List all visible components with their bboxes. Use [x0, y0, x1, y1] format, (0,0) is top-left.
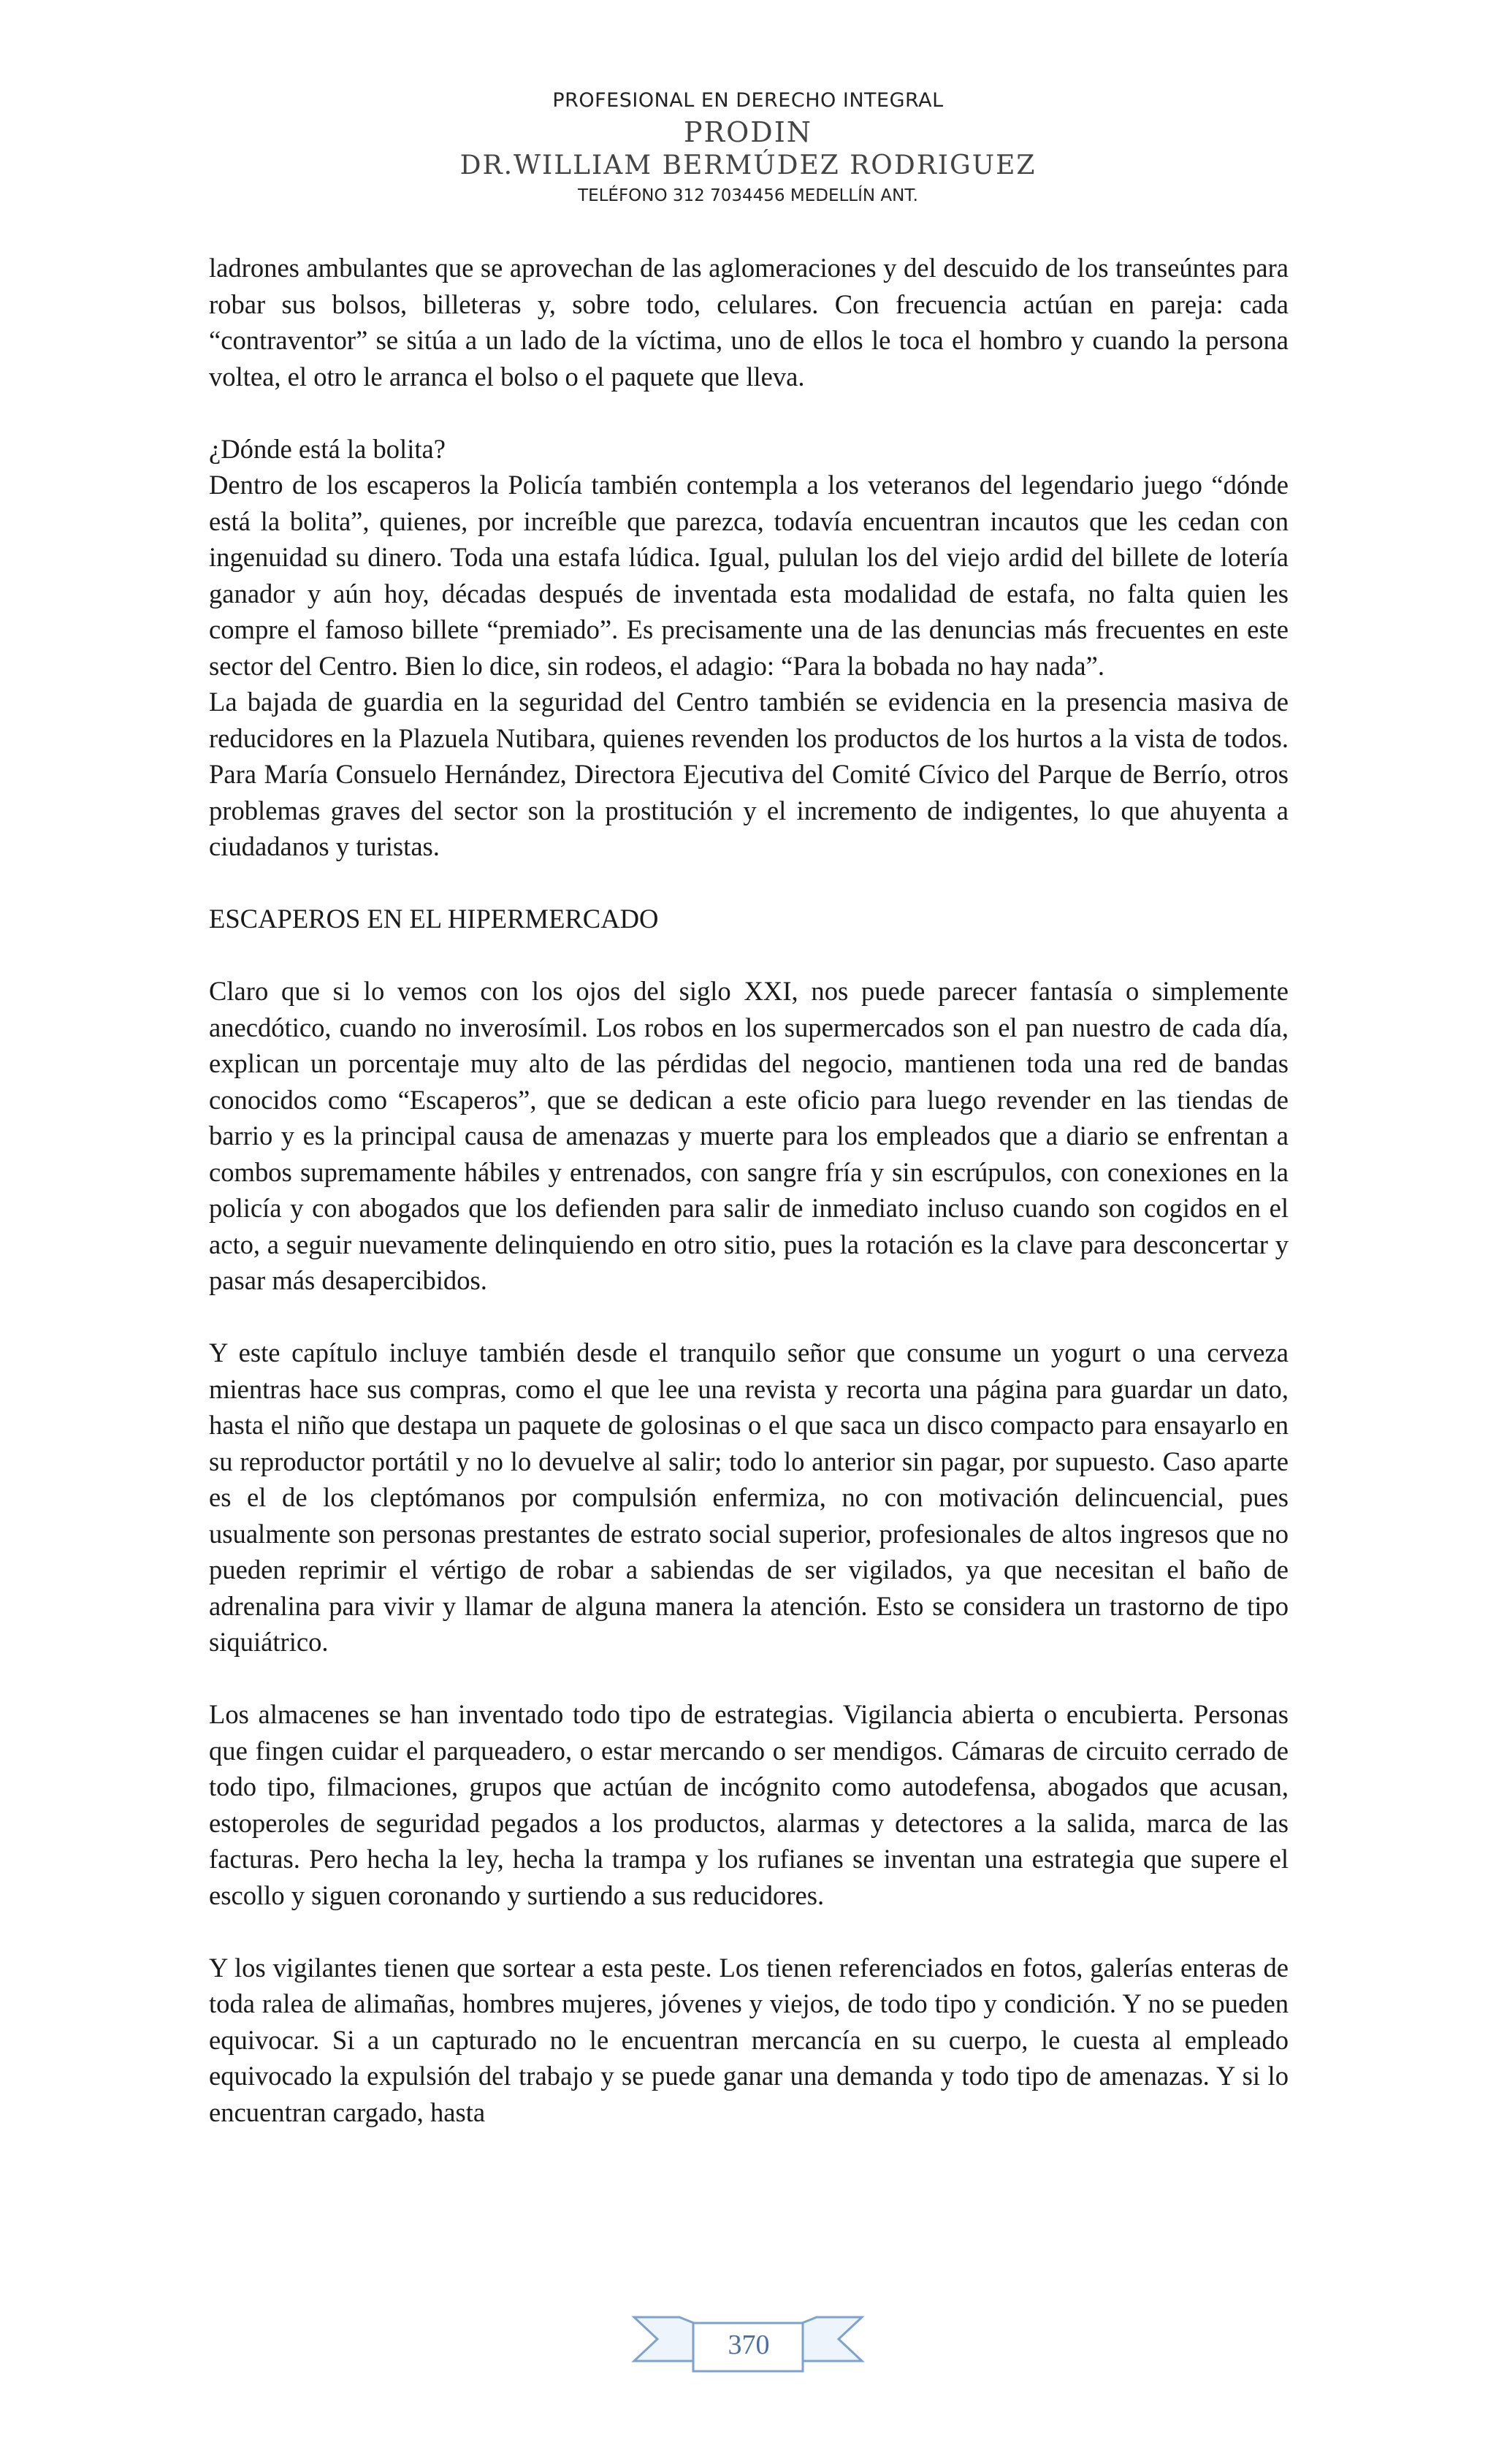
page-number: 370 [728, 2330, 770, 2360]
paragraph-hipermercado: Claro que si lo vemos con los ojos del siglo XXI, nos puede parecer fantasía o simplemente anecdótico, cuando no inverosímil. Los robos en los supermercados son el pan nuestro de cada día, explican un porcentaje muy alto de las pérdidas del negocio, mantienen toda una red de bandas conocidos como “Escaperos”, que se dedican a este oficio para luego revender en las tiendas de barrio y es la principal causa de amenazas y muerte para los empleados que a diario se enfrentan a combos supremamente hábiles y entrenados, con sangre fría y sin escrúpulos, con conexiones en la policía y con abogados que los defienden para salir de inmediato incluso cuando son cogidos en el acto, a seguir nuevamente delinquiendo en otro sitio, pues la rotación es la clave para desconcertar y pasar más desapercibidos. [209, 976, 1289, 1295]
letterhead-profession: PROFESIONAL EN DERECHO INTEGRAL [552, 89, 944, 112]
document-body [209, 250, 1289, 2130]
letterhead-name: DR.WILLIAM BERMÚDEZ RODRIGUEZ [459, 150, 1037, 180]
paragraph-continued: ladrones ambulantes que se aprovechan de las aglomeraciones y del descuido de los transeúntes para robar sus bolsos, billeteras y, sobre todo, celulares. Con frecuencia actúan en pareja: cada “contraventor” se sitúa a un lado de la víctima, uno de ellos le toca el hombro y cuando la persona voltea, el otro le arranca el bolso o el paquete que lleva. [209, 253, 1289, 392]
subheading-bolita: ¿Dónde está la bolita? [209, 433, 446, 464]
paragraph-spacer [209, 1299, 1289, 1335]
paragraph-spacer [209, 865, 1289, 901]
letterhead-phone: TELÉFONO 312 7034456 MEDELLÍN ANT. [578, 186, 918, 205]
letterhead [0, 86, 1496, 209]
paragraph-bolita: Dentro de los escaperos la Policía también contempla a los veteranos del legendario juego “dónde está la bolita”, quienes, por increíble que parezca, todavía encuentran incautos que les cedan con ingenuidad su dinero. Toda una estafa lúdica. Igual, pululan los del viejo ardid del billete de lotería ganador y aún hoy, décadas después de inventada esta modalidad de estafa, no falta quien les compre el famoso billete “premiado”. Es precisamente una de las denuncias más frecuentes en este sector del Centro. Bien lo dice, sin rodeos, el adagio: “Para la bobada no hay nada”. [209, 470, 1289, 681]
paragraph-spacer [209, 1913, 1289, 1950]
paragraph-spacer [209, 394, 1289, 431]
section-heading: ESCAPEROS EN EL HIPERMERCADO [209, 904, 659, 934]
paragraph-spacer [209, 1660, 1289, 1697]
paragraph-spacer [209, 937, 1289, 974]
paragraph-almacenes: Los almacenes se han inventado todo tipo de estrategias. Vigilancia abierta o encubierta. Personas que fingen cuidar el parqueadero, o estar mercando o ser mendigos. Cámaras de circuito cerrado de todo tipo, filmaciones, grupos que actúan de incógnito como autodefensa, abogados que acusan, estoperoles de seguridad pegados a los productos, alarmas y detectores a la salida, marca de las facturas. Pero hecha la ley, hecha la trampa y los rufianes se inventan una estrategia que supere el escollo y siguen coronando y surtiendo a sus reducidores. [209, 1699, 1289, 1910]
paragraph-capitulo: Y este capítulo incluye también desde el tranquilo señor que consume un yogurt o una cerveza mientras hace sus compras, como el que lee una revista y recorta una página para guardar un dato, hasta el niño que destapa un paquete de golosinas o el que saca un disco compacto para ensayarlo en su reproductor portátil y no lo devuelve al salir; todo lo anterior sin pagar, por supuesto. Caso aparte es el de los cleptómanos por compulsión enfermiza, no con motivación delincuencial, pues usualmente son personas prestantes de estrato social superior, profesionales de altos ingresos que no pueden reprimir el vértigo de robar a sabiendas de ser vigilados, ya que necesitan el baño de adrenalina para vivir y llamar de alguna manera la atención. Esto se considera un trastorno de tipo siquiátrico. [209, 1338, 1289, 1657]
letterhead-brand: PRODIN [683, 116, 813, 148]
paragraph-reducidores: La bajada de guardia en la seguridad del Centro también se evidencia en la presencia masiva de reducidores en la Plazuela Nutibara, quienes revenden los productos de los hurtos a la vista de todos. Para María Consuelo Hernández, Directora Ejecutiva del Comité Cívico del Parque de Berrío, otros problemas graves del sector son la prostitución y el incremento de indigentes, lo que ahuyenta a ciudadanos y turistas. [209, 687, 1289, 861]
paragraph-vigilantes: Y los vigilantes tienen que sortear a esta peste. Los tienen referenciados en fotos, galerías enteras de toda ralea de alimañas, hombres mujeres, jóvenes y viejos, de todo tipo y condición. Y no se pueden equivocar. Si a un capturado no le encuentran mercancía en su cuerpo, le cuesta al empleado equivocado la expulsión del trabajo y se puede ganar una demanda y todo tipo de amenazas. Y si lo encuentran cargado, hasta [209, 1952, 1289, 2127]
